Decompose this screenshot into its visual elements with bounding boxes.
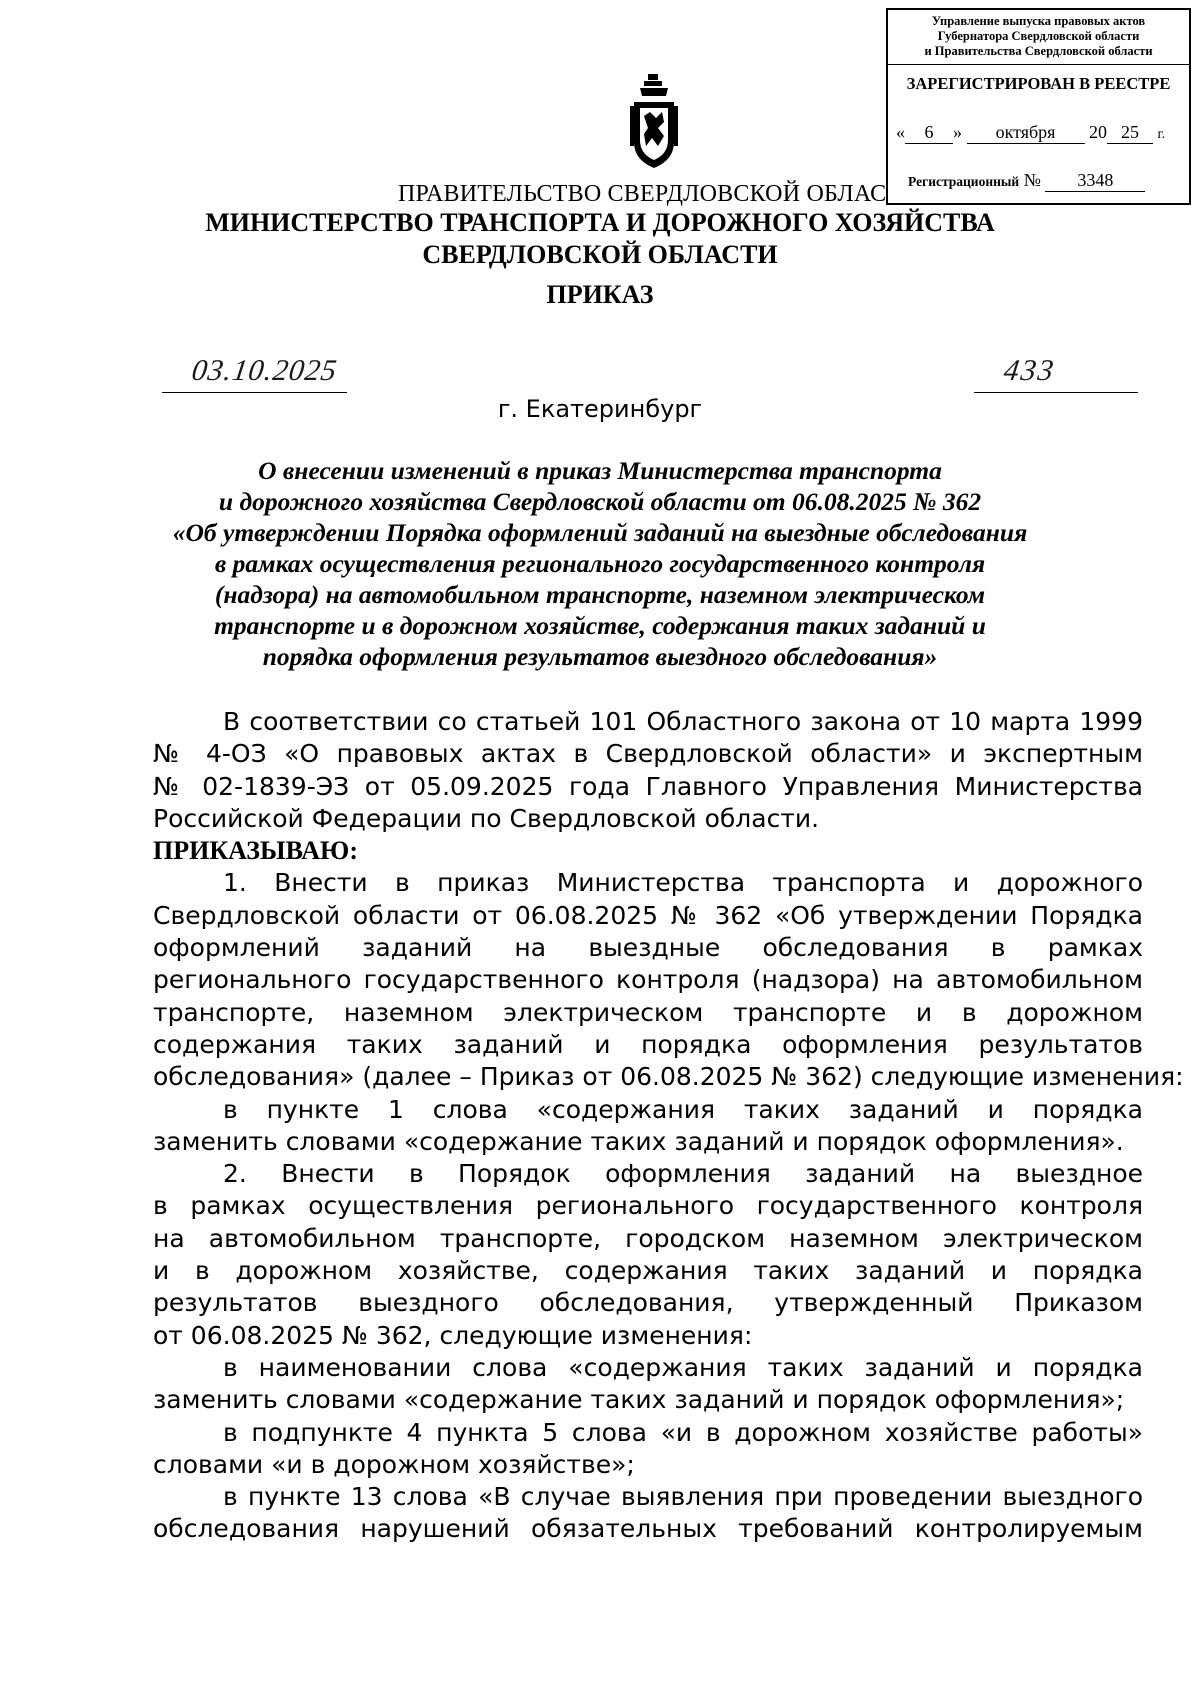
body-line: регионального государственного контроля (надзора) на автомобильном — [153, 965, 1143, 995]
ministry-title-line: СВЕРДЛОВСКОЙ ОБЛАСТИ — [422, 240, 778, 269]
order-date-field — [162, 354, 347, 393]
body-line: транспорте, наземном электрическом транспорте и в дорожном — [153, 997, 1143, 1027]
ministry-title-line: МИНИСТЕРСТВО ТРАНСПОРТА И ДОРОЖНОГО ХОЗЯЙСТВА — [205, 208, 995, 237]
body-line: заменить словами «содержание таких заданий и порядок оформления». — [153, 1126, 1124, 1156]
body-line: в пункте 1 слова «содержания таких заданий и порядка — [223, 1094, 1143, 1124]
stamp-number-value: 3348 — [1045, 170, 1145, 192]
stamp-date — [896, 122, 1186, 146]
stamp-number-label: Регистрационный — [908, 174, 1020, 189]
stamp-open-quote: « — [896, 122, 905, 142]
stamp-registration-number — [908, 170, 1188, 194]
stamp-day: 6 — [905, 122, 953, 144]
stamp-close-quote: » — [953, 122, 962, 142]
body-line: в рамках осуществления регионального государственного контроля — [153, 1191, 1143, 1221]
body-line: от 06.08.2025 № 362, следующие изменения: — [153, 1320, 753, 1350]
order-number-handwritten: 433 — [1001, 354, 1058, 387]
stamp-header-line: и Правительства Свердловской области — [924, 44, 1153, 58]
order-subject — [150, 455, 1050, 672]
document-type: ПРИКАЗ — [546, 280, 654, 309]
stamp-registered-label: ЗАРЕГИСТРИРОВАН В РЕЕСТРЕ — [906, 74, 1171, 93]
subject-line: О внесении изменений в приказ Министерства транспорта — [258, 456, 942, 485]
registration-stamp — [886, 8, 1191, 205]
coat-of-arms-icon — [628, 72, 680, 172]
body-line: Свердловской области от 06.08.2025 № 362 «Об утверждении Порядка — [153, 900, 1143, 930]
order-number-field — [974, 354, 1138, 393]
city-line: г. Екатеринбург — [497, 395, 703, 423]
body-line: обследования» (далее – Приказ от 06.08.2025 № 362) следующие изменения: — [153, 1062, 1184, 1092]
body-line: обследования нарушений обязательных требований контролируемым — [153, 1514, 1143, 1544]
body-line: 2. Внести в Порядок оформления заданий на выездное — [223, 1159, 1143, 1189]
subject-line: в рамках осуществления регионального государственного контроля — [214, 549, 986, 578]
stamp-year-prefix: 20 — [1089, 122, 1107, 142]
order-directive: ПРИКАЗЫВАЮ: — [153, 836, 358, 866]
body-line: оформлений заданий на выездные обследования в рамках — [153, 933, 1143, 963]
body-line: и в дорожном хозяйстве, содержания таких заданий и порядка — [153, 1256, 1143, 1286]
subject-line: и дорожного хозяйства Свердловской области от 06.08.2025 № 362 — [218, 487, 982, 516]
stamp-year-unit: г. — [1157, 127, 1166, 142]
subject-line: (надзора) на автомобильном транспорте, наземном электрическом — [214, 580, 986, 609]
body-line: 1. Внести в приказ Министерства транспорта и дорожного — [223, 868, 1143, 898]
order-body — [153, 706, 1184, 1546]
body-line: в наименовании слова «содержания таких заданий и порядка — [223, 1352, 1143, 1382]
body-line: заменить словами «содержание таких заданий и порядок оформления»; — [153, 1385, 1125, 1415]
stamp-year-suffix: 25 — [1107, 122, 1153, 144]
body-line: в подпункте 4 пункта 5 слова «и в дорожном хозяйстве работы» — [223, 1417, 1143, 1447]
subject-line: транспорте и в дорожном хозяйстве, содержания таких заданий и — [214, 611, 986, 640]
body-line: № 4-ОЗ «О правовых актах в Свердловской области» и экспертным — [153, 739, 1143, 769]
body-line: результатов выездного обследования, утвержденный Приказом — [153, 1288, 1143, 1318]
stamp-number-sign: № — [1023, 170, 1041, 190]
order-date-handwritten: 03.10.2025 — [189, 354, 340, 387]
stamp-header-line: Управление выпуска правовых актов — [931, 14, 1146, 28]
stamp-month: октября — [967, 122, 1085, 144]
government-title: ПРАВИТЕЛЬСТВО СВЕРДЛОВСКОЙ ОБЛАС — [398, 181, 887, 207]
stamp-header — [888, 10, 1189, 65]
body-line: на автомобильном транспорте, городском наземном электрическом — [153, 1223, 1143, 1253]
stamp-header-line: Губернатора Свердловской области — [937, 29, 1140, 43]
ministry-title — [100, 207, 1100, 271]
subject-line: порядка оформления результатов выездного обследования» — [262, 642, 938, 671]
subject-line: «Об утверждении Порядка оформлений заданий на выездные обследования — [172, 518, 1028, 547]
body-line: В соответствии со статьей 101 Областного закона от 10 марта 1999 — [223, 707, 1143, 736]
body-line: содержания таких заданий и порядка оформления результатов — [153, 1029, 1143, 1059]
body-line: Российской Федерации по Свердловской области. — [153, 803, 820, 833]
body-line: словами «и в дорожном хозяйстве»; — [153, 1449, 635, 1479]
body-line: № 02-1839-ЭЗ от 05.09.2025 года Главного Управления Министерства — [153, 771, 1143, 801]
body-line: в пункте 13 слова «В случае выявления при проведении выездного — [223, 1482, 1143, 1512]
